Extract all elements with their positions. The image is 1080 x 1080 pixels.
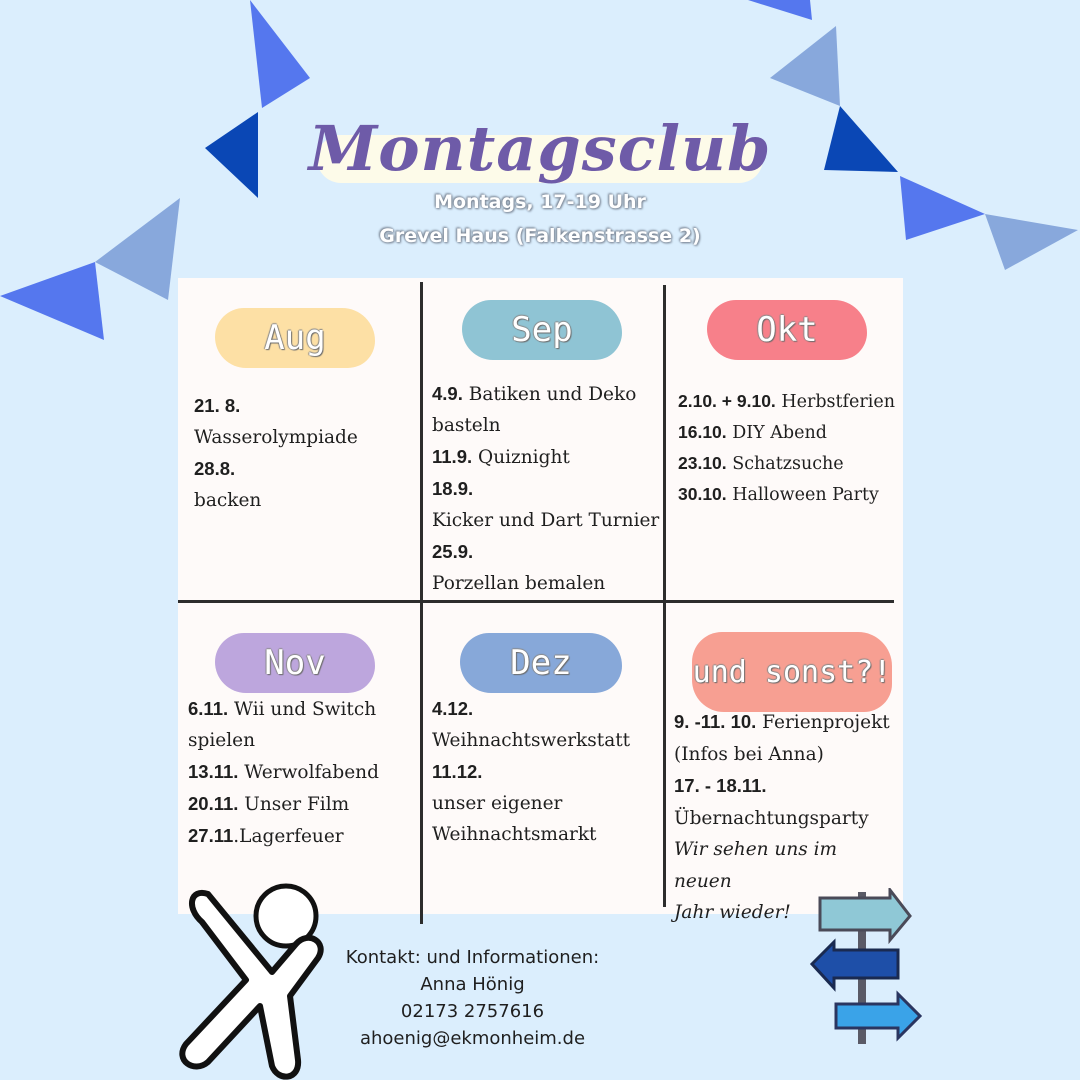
cell-nov-events xyxy=(188,693,416,852)
closing-note: Wir sehen uns im neuen xyxy=(674,839,838,892)
event-entry xyxy=(432,756,660,788)
event-entry xyxy=(674,803,896,835)
event-date: 27.11 xyxy=(188,825,234,846)
closing-note: Jahr wieder! xyxy=(674,902,791,923)
contact-block xyxy=(300,944,645,1052)
event-entry xyxy=(678,479,900,510)
event-entry xyxy=(188,820,416,852)
event-date: 4.9. xyxy=(432,383,463,404)
month-pill-sep: Sep xyxy=(462,300,622,360)
event-text: Weihnachtswerkstatt xyxy=(432,730,631,751)
schedule-time: Montags, 17-19 Uhr xyxy=(434,191,646,213)
event-entry xyxy=(432,441,662,473)
event-date: 16.10. xyxy=(678,422,727,442)
event-date: 11.12. xyxy=(432,761,483,782)
event-date: 4.12. xyxy=(432,698,474,719)
event-entry xyxy=(432,473,662,505)
event-text: Ferienprojekt xyxy=(756,712,890,733)
contact-heading: Kontakt: und Informationen: xyxy=(345,947,600,968)
contact-name: Anna Hönig xyxy=(420,974,525,995)
event-date: 6.11. xyxy=(188,698,229,719)
event-text: Übernachtungsparty xyxy=(674,807,869,829)
event-text: unser eigener xyxy=(432,793,563,814)
event-date: 21. 8. xyxy=(194,395,241,416)
contact-email: ahoenig@ekmonheim.de xyxy=(359,1028,586,1049)
event-entry xyxy=(432,505,662,536)
event-entry xyxy=(432,568,662,599)
signpost-icon xyxy=(806,888,926,1048)
grid-divider-vertical-1 xyxy=(420,282,423,924)
event-text: Kicker und Dart Turnier xyxy=(432,510,660,531)
event-entry xyxy=(194,390,414,422)
contact-phone: 02173 2757616 xyxy=(400,1001,545,1022)
schedule-location: Grevel Haus (Falkenstrasse 2) xyxy=(379,225,701,247)
event-text: Werwolfabend xyxy=(238,762,379,783)
event-date: 30.10. xyxy=(678,484,727,504)
event-text: DIY Abend xyxy=(726,423,827,443)
grid-divider-horizontal xyxy=(178,600,894,603)
cell-okt-events xyxy=(678,386,900,510)
event-date: 28.8. xyxy=(194,458,236,479)
event-entry xyxy=(188,725,416,756)
event-entry xyxy=(432,536,662,568)
event-date: 17. - 18.11. xyxy=(674,775,767,796)
event-text: Batiken und Deko xyxy=(462,384,637,405)
month-pill-okt: Okt xyxy=(707,300,867,360)
event-entry xyxy=(674,706,896,739)
cell-sep-events xyxy=(432,378,662,599)
event-date: 20.11. xyxy=(188,793,239,814)
event-text: (Infos bei Anna) xyxy=(674,743,824,765)
event-text: Wii und Switch xyxy=(228,699,377,720)
event-entry xyxy=(432,378,662,410)
event-entry xyxy=(188,788,416,820)
event-text: Wasserolympiade xyxy=(194,427,358,448)
month-pill-aug: Aug xyxy=(215,308,375,368)
event-entry xyxy=(432,410,662,441)
event-entry xyxy=(432,725,660,756)
event-entry xyxy=(678,386,900,417)
event-entry xyxy=(432,819,660,850)
cell-aug-events xyxy=(194,390,414,516)
event-date: 13.11. xyxy=(188,761,239,782)
event-date: 25.9. xyxy=(432,541,474,562)
event-entry xyxy=(674,770,896,803)
event-text: basteln xyxy=(432,415,501,436)
event-text: backen xyxy=(194,490,262,511)
event-text: Unser Film xyxy=(238,794,350,815)
event-date: 18.9. xyxy=(432,478,474,499)
month-pill-nov: Nov xyxy=(215,633,375,693)
event-entry xyxy=(188,756,416,788)
event-text: Herbstferien xyxy=(775,392,895,412)
grid-divider-vertical-2 xyxy=(663,285,666,907)
event-entry xyxy=(194,485,414,516)
event-entry xyxy=(194,422,414,453)
event-text: Quiznight xyxy=(472,447,570,468)
event-entry xyxy=(432,693,660,725)
month-pill-dez: Dez xyxy=(460,633,622,693)
month-pill-misc: und sonst?! xyxy=(692,632,892,712)
event-entry xyxy=(194,453,414,485)
event-text: Schatzsuche xyxy=(726,454,844,474)
event-entry xyxy=(188,693,416,725)
event-text: Porzellan bemalen xyxy=(432,573,606,594)
event-text: Halloween Party xyxy=(726,485,879,505)
event-entry xyxy=(432,788,660,819)
event-entry xyxy=(678,417,900,448)
event-date: 2.10. + 9.10. xyxy=(678,391,776,411)
event-date: 11.9. xyxy=(432,446,473,467)
event-entry xyxy=(674,739,896,771)
event-text: .Lagerfeuer xyxy=(233,826,344,847)
event-entry xyxy=(678,448,900,479)
event-date: 23.10. xyxy=(678,453,727,473)
cell-dez-events xyxy=(432,693,660,850)
page-title: Montagsclub xyxy=(308,112,772,185)
event-text: spielen xyxy=(188,730,255,751)
event-date: 9. -11. 10. xyxy=(674,711,757,732)
event-text: Weihnachtsmarkt xyxy=(432,824,597,845)
